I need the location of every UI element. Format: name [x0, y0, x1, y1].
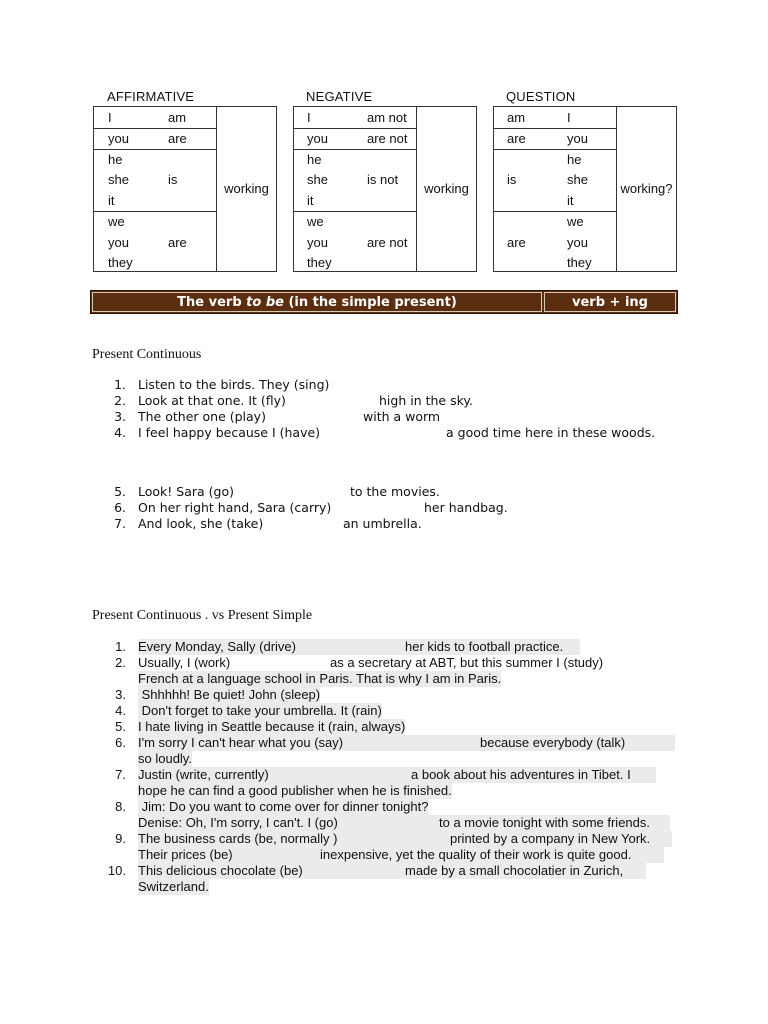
pronoun-cell: we: [307, 214, 324, 229]
verb-form-cell: are: [507, 235, 526, 250]
verb-form-cell: am: [507, 110, 526, 125]
list-item: 10. This delicious chocolate (be) made by a small chocolatier in Zurich, Switzerland.: [102, 863, 682, 895]
pronoun-cell: she: [567, 172, 588, 187]
list-item: 2. Usually, I (work) as a secretary at ABT, but this summer I (study) French at a language school in Paris. That is why I am in Paris.: [115, 655, 604, 686]
main-verb-cell: working: [224, 181, 269, 196]
pronoun-cell: I: [567, 110, 571, 125]
pronoun-cell: you: [307, 235, 328, 250]
pronoun-cell: I: [108, 110, 112, 125]
pronoun-cell: we: [108, 214, 125, 229]
pronoun-cell: you: [108, 131, 129, 146]
verb-form-cell: am not: [367, 110, 407, 125]
list-item: 2. Look at that one. It (fly) high in the sky.: [114, 393, 473, 408]
verb-form-cell: are not: [367, 235, 408, 250]
list-item: 3. Shhhhh! Be quiet! John (sleep): [115, 687, 321, 702]
affirmative-table: [93, 106, 277, 272]
list-item: 7. And look, she (take) an umbrella.: [114, 516, 422, 531]
question-table: [493, 106, 677, 272]
section-title-continuous-vs-simple: Present Continuous . vs Present Simple: [92, 608, 313, 623]
banner-verb-to-be: The verb to be (in the simple present): [92, 292, 542, 312]
list-item: 6. On her right hand, Sara (carry) her handbag.: [114, 500, 508, 515]
verb-form-cell: are: [507, 131, 526, 146]
list-item: 5. I hate living in Seattle because it (rain, always): [115, 719, 406, 734]
main-verb-cell: working: [424, 181, 469, 196]
list-item: 3. The other one (play) with a worm: [114, 409, 441, 424]
pronoun-cell: they: [108, 255, 133, 270]
list-item: 5. Look! Sara (go) to the movies.: [114, 484, 440, 499]
list-item: 6. I'm sorry I can't hear what you (say) because everybody (talk) so loudly.: [102, 735, 682, 767]
verb-form-cell: is not: [367, 172, 399, 187]
list-item: 7. Justin (write, currently) a book about his adventures in Tibet. I hope he can find a good publisher when he is finished.: [102, 767, 682, 799]
verb-form-cell: am: [168, 110, 187, 125]
list-item: 8. Jim: Do you want to come over for dinner tonight? Denise: Oh, I'm sorry, I can't. I (go) to a movie tonight with some friends.: [102, 799, 682, 831]
verb-form-cell: are: [168, 235, 187, 250]
pronoun-cell: she: [307, 172, 328, 187]
pronoun-cell: I: [307, 110, 311, 125]
pronoun-cell: they: [567, 255, 592, 270]
verb-form-cell: is: [168, 172, 178, 187]
negative-heading: NEGATIVE: [306, 89, 373, 104]
verb-form-cell: is: [507, 172, 517, 187]
verb-form-cell: are not: [367, 131, 408, 146]
pronoun-cell: he: [307, 152, 322, 167]
section-title-present-continuous: Present Continuous: [92, 347, 202, 362]
list-item: 4. I feel happy because I (have) a good time here in these woods.: [114, 425, 656, 440]
pronoun-cell: you: [307, 131, 328, 146]
affirmative-heading: AFFIRMATIVE: [107, 89, 195, 104]
exercise-list-1: [102, 377, 702, 537]
negative-table: [293, 106, 477, 272]
question-heading: QUESTION: [506, 89, 576, 104]
pronoun-cell: they: [307, 255, 332, 270]
exercise-list-2: [102, 639, 682, 901]
pronoun-cell: you: [567, 235, 588, 250]
pronoun-cell: you: [567, 131, 588, 146]
list-item: 1. Listen to the birds. They (sing): [114, 377, 330, 392]
list-item: 4. Don't forget to take your umbrella. It (rain): [115, 703, 382, 718]
pronoun-cell: we: [567, 214, 584, 229]
pronoun-cell: it: [307, 193, 314, 208]
pronoun-cell: you: [108, 235, 129, 250]
pronoun-cell: it: [567, 193, 574, 208]
pronoun-cell: he: [567, 152, 582, 167]
verb-form-cell: are: [168, 131, 187, 146]
grammar-banner: [90, 290, 678, 314]
pronoun-cell: he: [108, 152, 123, 167]
pronoun-cell: she: [108, 172, 129, 187]
main-verb-cell: working?: [620, 181, 673, 196]
list-item: 9. The business cards (be, normally ) printed by a company in New York. Their prices (be) inexpensive, yet the quality of their work is quite good.: [102, 831, 682, 863]
banner-verb-ing: verb + ing: [544, 292, 676, 312]
list-item: 1. Every Monday, Sally (drive) her kids to football practice.: [102, 639, 682, 655]
pronoun-cell: it: [108, 193, 115, 208]
